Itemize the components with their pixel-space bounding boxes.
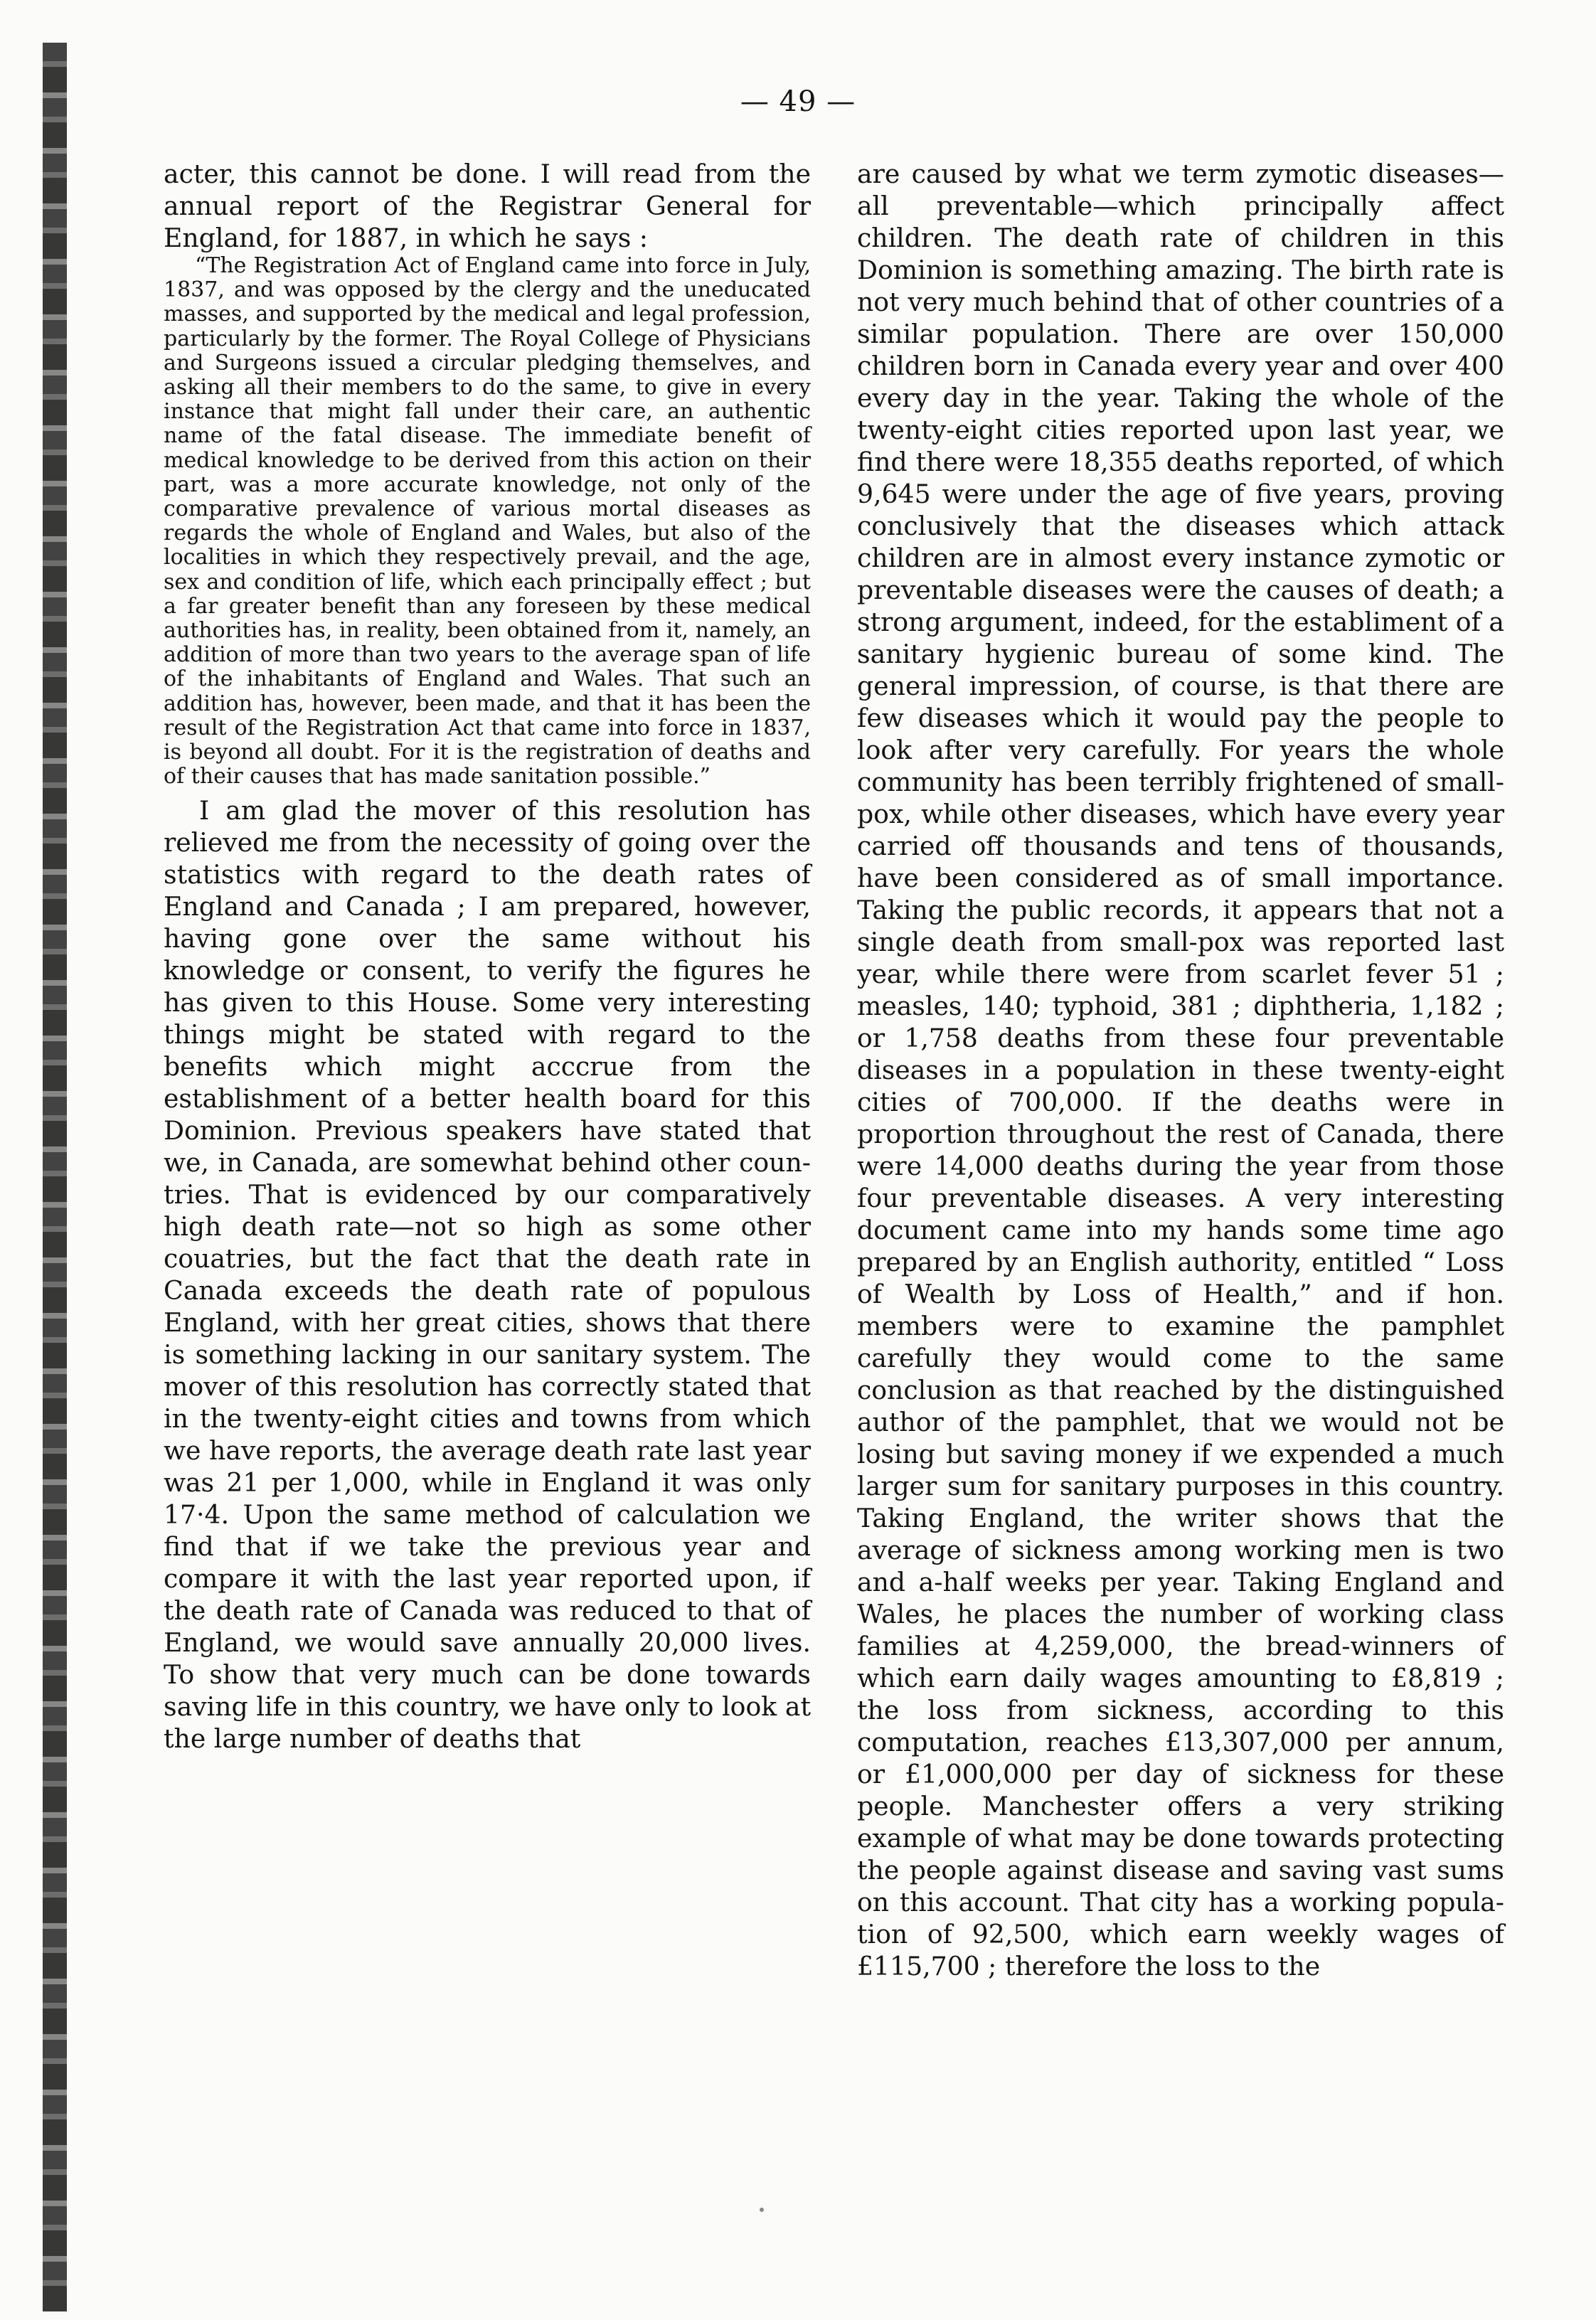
print-speck <box>760 2208 764 2212</box>
quote-text: “The Registration Act of England came into force in July, 1837, and was opposed by the clergy and the uneducated masses, and supported by the medical and legal profession, particularly by the former. The Royal College of Physicians and Surgeons issued a circular pledging themselves, and asking all their members to do the same, to give in every instance that might fall under their care, an authentic name of the fatal disease. The immediate benefit of medical knowledge to be derived from this action on their part, was a more accurate knowledge, not only of the comparative prevalence of various mortal diseases as regards the whole of England and Wales, but also of the localities in which they respectively prevail, and the age, sex and condition of life, which each principally effect ; but a far greater benefit than any foreseen by these medical authorities has, in reality, been obtained from it, namely, an addition of more than two years to the average span of life of the inhabitants of England and Wales. That such an addition has, however, been made, and that it has been the result of the Registration Act that came into force in 1837, is beyond all doubt. For it is the registration of deaths and of their causes that has made sanitation possible.” <box>164 253 811 789</box>
left-paragraph-2: I am glad the mover of this resolution has relieved me from the necessity of going over the statistics with regard to the death rates of England and Canada ; I am prepared, however, having gone over the same without his knowledge or consent, to verify the figures he has given to this House. Some very interesting things might be stated with regard to the benefits which might acccrue from the establishment of a better health board for this Dominion. Previous speakers have stated that we, in Canada, are somewhat behind other countries. That is evidenced by our comparatively high death rate—not so high as some other couatries, but the fact that the death rate in Canada exceeds the death rate of populous England, with her great cities, shows that there is something lacking in our sanitary system. The mover of this resolution has correctly stated that in the twenty-eight cities and towns from which we have reports, the average death rate last year was 21 per 1,000, while in England it was only 17·4. Upon the same method of calculation we find that if we take the previous year and compare it with the last year reported upon, if the death rate of Canada was reduced to that of England, we would save annually 20,000 lives. To show that very much can be done towards saving life in this country, we have only to look at the large number of deaths that <box>164 795 811 1755</box>
left-paragraph-1: acter, this cannot be done. I will read from the annual report of the Registrar General for England, for 1887, in which he says : <box>164 159 811 253</box>
left-column <box>164 158 811 1755</box>
right-column <box>857 158 1504 1982</box>
page-number: — 49 — <box>740 85 856 118</box>
registrar-quote <box>164 254 811 789</box>
right-paragraph-1: are caused by what we term zymotic diseases—all preventable—which principally affect children. The death rate of children in this Dominion is something amazing. The birth rate is not very much behind that of other countries of a similar population. There are over 150,000 children born in Canada every year and over 400 every day in the year. Taking the whole of the twenty-eight cities reported upon last year, we find there were 18,355 deaths reported, of which 9,645 were under the age of five years, proving conclusively that the diseases which attack children are in almost every instance zymotic or preventable diseases were the causes of death; a strong argument, indeed, for the establiment of a sanitary hygienic bureau of some kind. The general impression, of course, is that there are few diseases which it would pay the people to look after very carefully. For years the whole community has been terribly frightened of small-pox, while other diseases, which have every year carried off thousands and tens of thousands, have been considered as of small importance. Taking the public records, it appears that not a single death from small-pox was reported last year, while there were from scarlet fever 51 ; measles, 140; typhoid, 381 ; diphtheria, 1,182 ; or 1,758 deaths from these four preventable diseases in a population in these twenty-eight cities of 700,000. If the deaths were in proportion throughout the rest of Canada, there were 14,000 deaths during the year from those four preventable diseases. A very interesting document came into my hands some time ago prepared by an English authority, entitled “ Loss of Wealth by Loss of Health,” and if hon. members were to examine the pamphlet carefully they would come to the same conclusion as that reached by the distinguished author of the pamphlet, that we would not be losing but saving money if we expended a much larger sum for sanitary purposes in this country. Taking England, the writer shows that the average of sickness among working men is two and a-half weeks per year. Taking England and Wales, he places the number of working class families at 4,259,000, the bread-winners of which earn daily wages amounting to £8,819 ; the loss from sickness, according to this computation, reaches £13,307,000 per annum, or £1,000,000 per day of sickness for these people. Manchester offers a very striking example of what may be done towards protecting the people against disease and saving vast sums on this account. That city has a working population of 92,500, which earn weekly wages of £115,700 ; therefore the loss to the <box>857 159 1504 1981</box>
scanned-page-edge <box>43 43 67 2311</box>
